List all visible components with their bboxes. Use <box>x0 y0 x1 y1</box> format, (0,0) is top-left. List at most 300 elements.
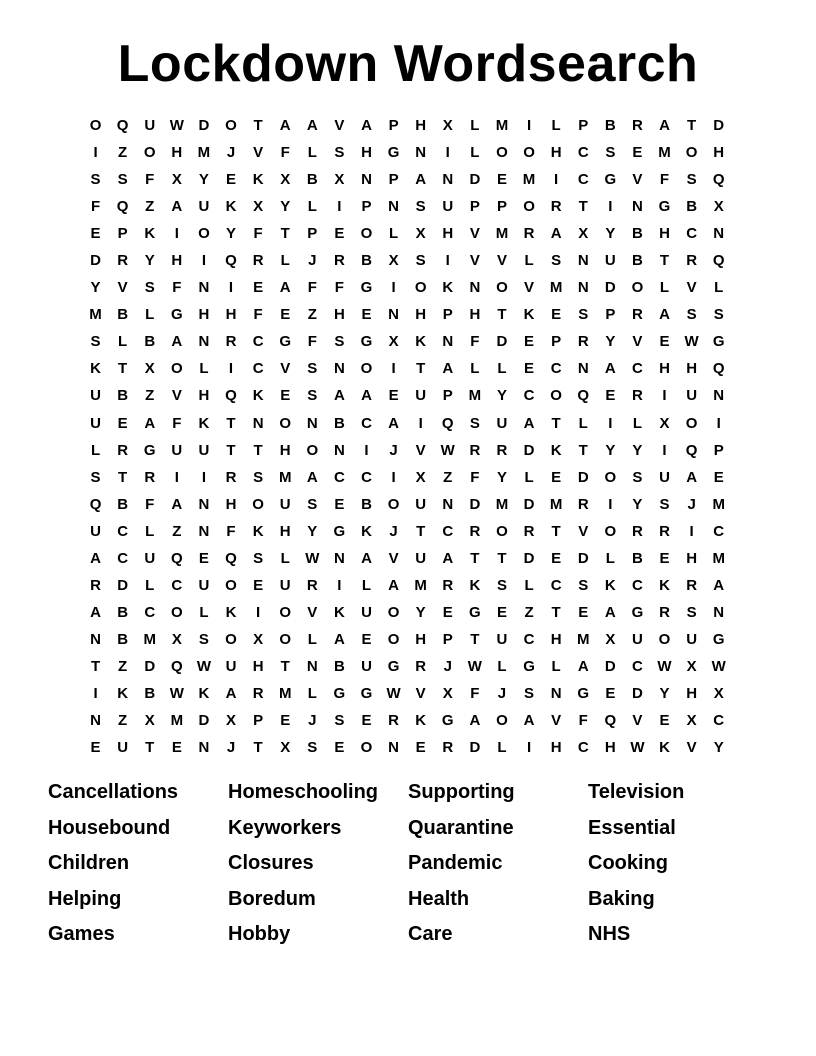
grid-letter: J <box>226 144 236 162</box>
grid-letter: O <box>387 603 400 621</box>
grid-letter: W <box>196 657 211 675</box>
grid-letter: Y <box>144 252 155 270</box>
grid-letter: C <box>632 360 643 378</box>
grid-letter: W <box>684 333 699 351</box>
grid-letter: D <box>198 712 210 730</box>
grid-letter: C <box>361 414 372 432</box>
grid-letter: X <box>659 414 670 432</box>
grid-letter: S <box>524 685 535 702</box>
grid-letter: Y <box>713 739 724 757</box>
grid-letter: M <box>197 144 211 162</box>
grid-letter: Y <box>280 198 291 216</box>
grid-letter: A <box>713 576 725 594</box>
grid-letter: C <box>252 333 264 351</box>
grid-letter: U <box>90 387 101 405</box>
grid-letter: K <box>442 279 454 297</box>
grid-letter: D <box>577 549 589 567</box>
grid-letter: Y <box>198 171 209 189</box>
grid-letter: L <box>307 685 317 702</box>
grid-letter: E <box>415 739 426 757</box>
grid-letter: T <box>253 117 263 135</box>
grid-letter: V <box>524 279 535 297</box>
grid-letter: Y <box>605 333 616 351</box>
grid-letter: N <box>577 252 589 270</box>
grid-letter: S <box>90 468 101 486</box>
word-list-item: Keyworkers <box>228 816 342 839</box>
grid-letter: R <box>225 468 237 486</box>
grid-letter: E <box>551 468 562 486</box>
grid-letter: O <box>225 117 237 135</box>
grid-letter: L <box>714 279 724 297</box>
grid-letter: S <box>686 171 697 189</box>
grid-letter: A <box>171 333 183 351</box>
grid-letter: B <box>144 333 156 351</box>
grid-letter: Z <box>118 712 128 730</box>
grid-letter: T <box>253 739 263 757</box>
grid-letter: O <box>198 225 210 243</box>
grid-letter: M <box>658 144 671 162</box>
grid-letter: B <box>632 252 643 270</box>
grid-letter: U <box>144 549 156 567</box>
grid-letter: C <box>632 576 643 594</box>
grid-letter: F <box>470 468 480 486</box>
grid-letter: P <box>253 712 264 730</box>
grid-letter: T <box>145 739 155 757</box>
grid-letter: O <box>279 603 292 621</box>
grid-letter: I <box>201 468 206 486</box>
grid-letter: I <box>228 360 234 378</box>
grid-letter: Q <box>604 712 617 730</box>
grid-letter: E <box>551 549 562 567</box>
grid-letter: T <box>280 657 290 675</box>
grid-letter: N <box>442 495 454 513</box>
grid-letter: I <box>662 387 667 405</box>
grid-letter: L <box>632 414 642 432</box>
grid-letter: Y <box>307 522 318 540</box>
grid-letter: F <box>145 495 155 513</box>
grid-letter: U <box>117 739 129 757</box>
grid-letter: R <box>90 576 101 594</box>
grid-letter: O <box>496 279 508 297</box>
grid-letter: J <box>497 685 507 702</box>
grid-letter: S <box>334 144 345 162</box>
grid-letter: O <box>658 630 671 648</box>
grid-letter: N <box>388 306 399 324</box>
grid-letter: U <box>198 198 210 216</box>
grid-letter: H <box>415 306 427 324</box>
grid-letter: O <box>170 603 183 621</box>
grid-letter: X <box>686 712 697 730</box>
grid-letter: U <box>90 522 101 540</box>
grid-letter: I <box>608 495 613 513</box>
grid-letter: I <box>716 414 721 432</box>
grid-letter: C <box>523 630 535 648</box>
grid-letter: E <box>496 603 507 621</box>
grid-letter: L <box>497 739 507 757</box>
grid-letter: H <box>171 144 183 162</box>
word-list-item: Essential <box>588 816 676 839</box>
grid-letter: R <box>117 441 129 459</box>
grid-letter: H <box>252 657 264 675</box>
grid-letter: A <box>225 685 237 702</box>
grid-letter: A <box>279 117 291 135</box>
grid-letter: A <box>144 414 156 432</box>
grid-letter: O <box>685 144 698 162</box>
grid-letter: V <box>388 549 399 567</box>
grid-letter: E <box>524 360 535 378</box>
grid-letter: Q <box>712 171 725 189</box>
word-list-item: Hobby <box>228 923 291 946</box>
grid-letter: B <box>117 495 129 513</box>
grid-letter: H <box>198 387 210 405</box>
grid-letter: Y <box>90 279 101 297</box>
grid-letter: H <box>469 306 481 324</box>
grid-letter: F <box>90 198 101 216</box>
grid-letter: S <box>307 387 318 405</box>
grid-letter: V <box>469 252 480 270</box>
grid-letter: J <box>443 657 452 675</box>
grid-letter: W <box>630 739 645 757</box>
grid-letter: Y <box>226 225 237 243</box>
grid-letter: Z <box>118 657 128 675</box>
grid-letter: V <box>280 360 291 378</box>
grid-letter: Q <box>89 495 102 513</box>
grid-letter: I <box>93 685 98 702</box>
grid-letter: M <box>278 685 292 702</box>
grid-letter: U <box>171 441 183 459</box>
grid-letter: S <box>659 495 670 513</box>
grid-letter: R <box>577 333 589 351</box>
grid-letter: T <box>118 468 128 486</box>
grid-letter: E <box>659 333 670 351</box>
grid-letter: Z <box>118 144 128 162</box>
grid-letter: S <box>713 306 724 324</box>
grid-letter: P <box>496 198 507 216</box>
grid-letter: D <box>117 576 129 594</box>
grid-letter: C <box>686 225 698 243</box>
grid-letter: N <box>198 333 210 351</box>
grid-letter: C <box>144 603 156 621</box>
grid-letter: H <box>333 306 345 324</box>
grid-letter: G <box>143 441 156 459</box>
grid-letter: M <box>576 630 590 648</box>
word-list-item: Care <box>408 923 453 946</box>
grid-letter: P <box>442 630 453 648</box>
grid-letter: E <box>117 414 128 432</box>
grid-letter: C <box>577 171 589 189</box>
grid-letter: O <box>604 522 617 540</box>
grid-letter: R <box>523 522 535 540</box>
word-list-item: Supporting <box>408 781 515 803</box>
grid-letter: W <box>386 685 401 702</box>
grid-letter: O <box>306 441 319 459</box>
grid-letter: E <box>171 739 182 757</box>
grid-letter: V <box>686 739 697 757</box>
grid-letter: D <box>604 657 616 675</box>
grid-letter: V <box>415 685 426 702</box>
grid-letter: E <box>226 171 237 189</box>
grid-letter: A <box>686 468 698 486</box>
grid-letter: C <box>713 712 725 730</box>
grid-letter: E <box>659 712 670 730</box>
grid-letter: N <box>415 144 427 162</box>
grid-letter: E <box>605 685 616 702</box>
grid-letter: T <box>551 522 561 540</box>
grid-letter: D <box>144 657 156 675</box>
grid-letter: T <box>551 603 561 621</box>
grid-letter: J <box>687 495 696 513</box>
grid-letter: N <box>90 630 101 648</box>
grid-letter: R <box>225 333 237 351</box>
grid-letter: H <box>713 144 725 162</box>
grid-letter: R <box>415 657 427 675</box>
grid-letter: I <box>445 144 450 162</box>
grid-letter: U <box>686 387 698 405</box>
grid-letter: R <box>306 576 318 594</box>
grid-letter: L <box>470 360 480 378</box>
grid-letter: A <box>306 117 318 135</box>
grid-letter: S <box>334 333 345 351</box>
grid-letter: R <box>686 252 698 270</box>
grid-letter: Y <box>605 441 616 459</box>
grid-letter: U <box>415 549 427 567</box>
grid-letter: B <box>117 630 129 648</box>
grid-letter: D <box>523 495 535 513</box>
grid-letter: A <box>361 549 372 567</box>
grid-letter: U <box>279 576 291 594</box>
grid-letter: W <box>169 117 184 135</box>
grid-letter: V <box>334 117 345 135</box>
grid-letter: E <box>605 387 616 405</box>
grid-letter: E <box>361 712 372 730</box>
grid-letter: N <box>198 495 210 513</box>
grid-letter: D <box>469 739 481 757</box>
grid-letter: I <box>364 441 369 459</box>
grid-letter: Q <box>225 252 237 270</box>
grid-letter: U <box>496 630 508 648</box>
grid-letter: K <box>415 712 427 730</box>
grid-letter: N <box>550 685 562 702</box>
grid-letter: K <box>198 685 210 702</box>
grid-letter: T <box>253 441 263 459</box>
grid-letter: M <box>495 495 509 513</box>
grid-letter: R <box>252 252 264 270</box>
grid-letter: A <box>604 360 616 378</box>
grid-letter: U <box>361 657 372 675</box>
grid-letter: X <box>605 630 616 648</box>
grid-letter: K <box>550 441 562 459</box>
grid-letter: X <box>442 117 453 135</box>
grid-letter: S <box>551 252 562 270</box>
grid-letter: V <box>253 144 264 162</box>
grid-letter: A <box>361 117 372 135</box>
grid-letter: X <box>388 333 399 351</box>
grid-letter: L <box>524 252 534 270</box>
grid-letter: B <box>144 685 156 702</box>
grid-letter: T <box>118 360 128 378</box>
grid-letter: E <box>280 712 291 730</box>
grid-letter: Q <box>685 441 698 459</box>
grid-letter: E <box>253 279 264 297</box>
grid-letter: O <box>252 495 264 513</box>
grid-letter: Z <box>145 387 155 405</box>
grid-letter: B <box>117 603 129 621</box>
grid-letter: S <box>415 198 426 216</box>
grid-letter: L <box>497 360 507 378</box>
grid-letter: Y <box>632 441 643 459</box>
grid-letter: A <box>333 387 345 405</box>
grid-letter: A <box>659 117 670 135</box>
grid-letter: W <box>169 685 184 702</box>
grid-letter: F <box>172 279 182 297</box>
word-list-item: Boredum <box>228 887 316 910</box>
grid-letter: V <box>117 279 128 297</box>
grid-letter: B <box>632 225 643 243</box>
grid-letter: A <box>604 603 616 621</box>
grid-letter: U <box>144 117 156 135</box>
grid-letter: C <box>442 522 454 540</box>
grid-letter: C <box>117 522 129 540</box>
grid-letter: S <box>198 630 209 648</box>
grid-letter: E <box>659 549 670 567</box>
grid-letter: C <box>577 144 589 162</box>
grid-letter: C <box>361 468 372 486</box>
grid-letter: A <box>171 495 183 513</box>
grid-letter: O <box>496 144 508 162</box>
grid-letter: A <box>388 576 399 594</box>
grid-letter: R <box>252 685 264 702</box>
grid-letter: F <box>470 333 480 351</box>
grid-letter: O <box>523 144 535 162</box>
grid-letter: C <box>550 576 562 594</box>
grid-letter: M <box>143 630 156 648</box>
grid-letter: H <box>415 117 427 135</box>
grid-letter: U <box>279 495 291 513</box>
grid-letter: A <box>442 360 454 378</box>
grid-letter: N <box>713 603 725 621</box>
grid-letter: C <box>550 360 562 378</box>
grid-letter: R <box>632 306 643 324</box>
grid-letter: E <box>578 603 589 621</box>
grid-letter: D <box>90 252 101 270</box>
grid-letter: O <box>496 522 508 540</box>
grid-letter: I <box>337 198 342 216</box>
grid-letter: N <box>442 171 454 189</box>
grid-letter: K <box>225 198 237 216</box>
grid-letter: E <box>280 387 291 405</box>
grid-letter: Z <box>524 603 534 621</box>
grid-letter: C <box>632 657 643 675</box>
grid-letter: F <box>470 685 480 702</box>
grid-letter: Q <box>577 387 590 405</box>
grid-letter: O <box>143 144 156 162</box>
grid-letter: A <box>388 414 399 432</box>
grid-letter: L <box>307 630 317 648</box>
grid-letter: I <box>174 225 179 243</box>
grid-letter: N <box>90 712 101 730</box>
grid-letter: H <box>686 549 698 567</box>
grid-letter: N <box>442 333 454 351</box>
grid-letter: K <box>90 360 101 378</box>
grid-letter: S <box>117 171 128 189</box>
grid-letter: O <box>496 712 508 730</box>
grid-letter: Z <box>443 468 453 486</box>
grid-letter: R <box>144 468 156 486</box>
grid-letter: V <box>469 225 480 243</box>
grid-letter: E <box>388 387 399 405</box>
grid-letter: H <box>198 306 210 324</box>
grid-letter: X <box>280 739 291 757</box>
grid-letter: S <box>578 576 589 594</box>
grid-letter: M <box>278 468 292 486</box>
grid-letter: M <box>522 171 536 189</box>
grid-letter: T <box>578 198 588 216</box>
grid-letter: L <box>524 576 534 594</box>
grid-letter: E <box>442 603 453 621</box>
grid-letter: K <box>198 414 210 432</box>
grid-letter: O <box>414 279 427 297</box>
grid-letter: I <box>445 252 450 270</box>
grid-letter: L <box>280 549 290 567</box>
grid-letter: T <box>497 306 507 324</box>
grid-letter: L <box>551 117 561 135</box>
word-list-item: Housebound <box>48 816 171 839</box>
grid-letter: G <box>523 657 535 675</box>
grid-letter: G <box>712 630 725 648</box>
grid-letter: N <box>577 279 589 297</box>
grid-letter: P <box>713 441 724 459</box>
grid-letter: D <box>469 171 481 189</box>
grid-letter: F <box>172 414 182 432</box>
grid-letter: F <box>253 225 263 243</box>
grid-letter: R <box>117 252 129 270</box>
grid-letter: W <box>467 657 482 675</box>
grid-letter: B <box>117 306 129 324</box>
grid-letter: K <box>225 603 237 621</box>
grid-letter: R <box>659 522 670 540</box>
grid-letter: I <box>526 739 532 757</box>
grid-letter: Y <box>659 685 670 702</box>
grid-letter: P <box>551 333 562 351</box>
grid-letter: N <box>469 279 481 297</box>
grid-letter: V <box>632 712 643 730</box>
grid-letter: P <box>117 225 128 243</box>
grid-letter: P <box>442 306 453 324</box>
grid-letter: B <box>333 657 345 675</box>
grid-letter: G <box>333 685 346 702</box>
grid-letter: J <box>389 441 398 459</box>
grid-letter: X <box>334 171 345 189</box>
letter-grid <box>82 112 732 761</box>
grid-letter: G <box>577 685 590 702</box>
grid-letter: D <box>523 549 535 567</box>
grid-letter: O <box>279 414 292 432</box>
grid-letter: M <box>89 306 102 324</box>
grid-letter: G <box>360 333 373 351</box>
grid-letter: B <box>117 387 129 405</box>
word-list-item: Television <box>588 781 685 803</box>
grid-letter: B <box>686 198 698 216</box>
grid-letter: G <box>360 279 373 297</box>
grid-letter: S <box>253 549 264 567</box>
grid-letter: I <box>418 414 423 432</box>
grid-letter: S <box>253 468 264 486</box>
grid-letter: P <box>388 117 399 135</box>
grid-letter: G <box>658 198 671 216</box>
grid-letter: Y <box>632 495 643 513</box>
grid-letter: S <box>686 306 697 324</box>
grid-letter: Z <box>145 198 155 216</box>
